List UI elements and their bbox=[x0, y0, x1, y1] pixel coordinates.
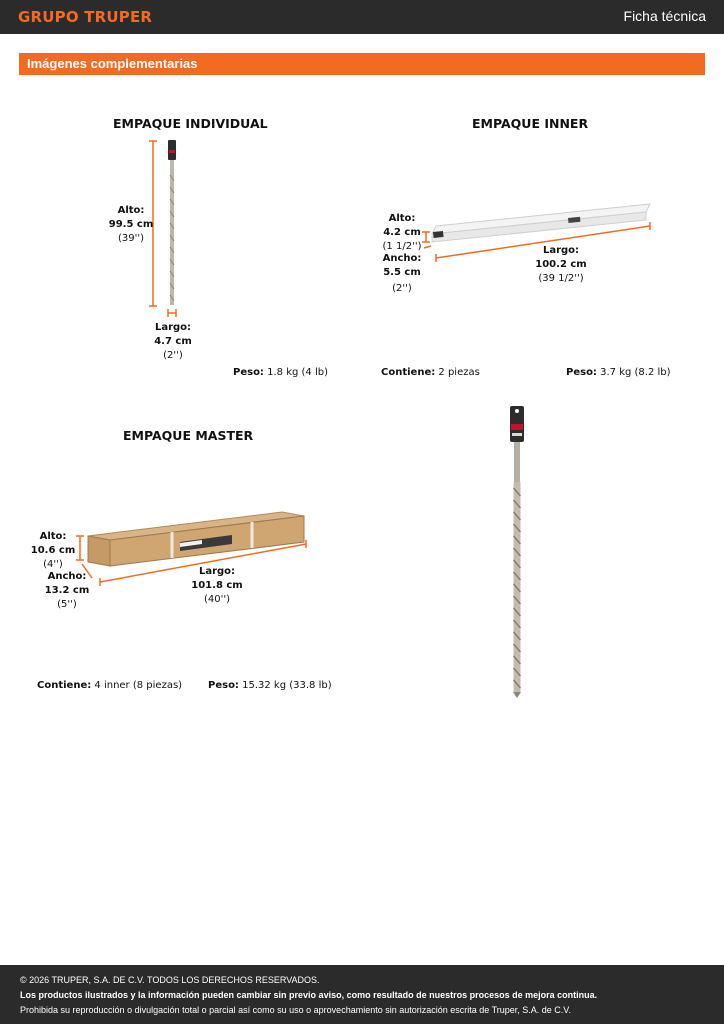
footer-legal: Prohibida su reproducción o divulgación total o parcial así como su uso o aprovechamiento sin autorización escrita de Truper, S.A. de C.V. bbox=[20, 1005, 571, 1015]
master-title: EMPAQUE MASTER bbox=[123, 428, 254, 443]
individual-largo-label: Largo: 4.7 cm (2'') bbox=[154, 322, 192, 361]
inner-title: EMPAQUE INNER bbox=[472, 116, 589, 131]
section-title: Imágenes complementarias bbox=[27, 56, 198, 71]
master-largo-label: Largo: 101.8 cm (40'') bbox=[191, 566, 243, 605]
top-bar bbox=[0, 0, 724, 34]
footer bbox=[0, 965, 724, 1024]
individual-weight: Peso: 1.8 kg (4 lb) bbox=[233, 367, 328, 378]
brand-logo: GRUPO TRUPER bbox=[18, 8, 153, 26]
individual-title: EMPAQUE INDIVIDUAL bbox=[113, 116, 268, 131]
master-ancho-label: Ancho: 13.2 cm (5'') bbox=[44, 571, 90, 610]
product-drill-bit-image bbox=[500, 404, 532, 700]
master-weight: Peso: 15.32 kg (33.8 lb) bbox=[208, 680, 332, 691]
master-contents: Contiene: 4 inner (8 piezas) bbox=[37, 680, 183, 691]
inner-ancho-label: Ancho: 5.5 cm (2'') bbox=[382, 253, 422, 294]
section-header bbox=[19, 53, 705, 75]
footer-copyright: © 2026 TRUPER, S.A. DE C.V. TODOS LOS DERECHOS RESERVADOS. bbox=[20, 975, 320, 985]
document-type: Ficha técnica bbox=[623, 8, 706, 24]
inner-contents: Contiene: 2 piezas bbox=[381, 367, 480, 378]
inner-weight: Peso: 3.7 kg (8.2 lb) bbox=[566, 367, 671, 378]
inner-largo-label: Largo: 100.2 cm (39 1/2'') bbox=[535, 245, 587, 284]
footer-disclaimer: Los productos ilustrados y la información pueden cambiar sin previo aviso, como resultado de nuestros procesos de mejora continua. bbox=[20, 990, 598, 1000]
inner-alto-label: Alto: 4.2 cm (1 1/2'') bbox=[382, 213, 422, 252]
master-alto-label: Alto: 10.6 cm (4'') bbox=[30, 531, 76, 570]
individual-alto-label: Alto: 99.5 cm (39'') bbox=[108, 205, 154, 244]
